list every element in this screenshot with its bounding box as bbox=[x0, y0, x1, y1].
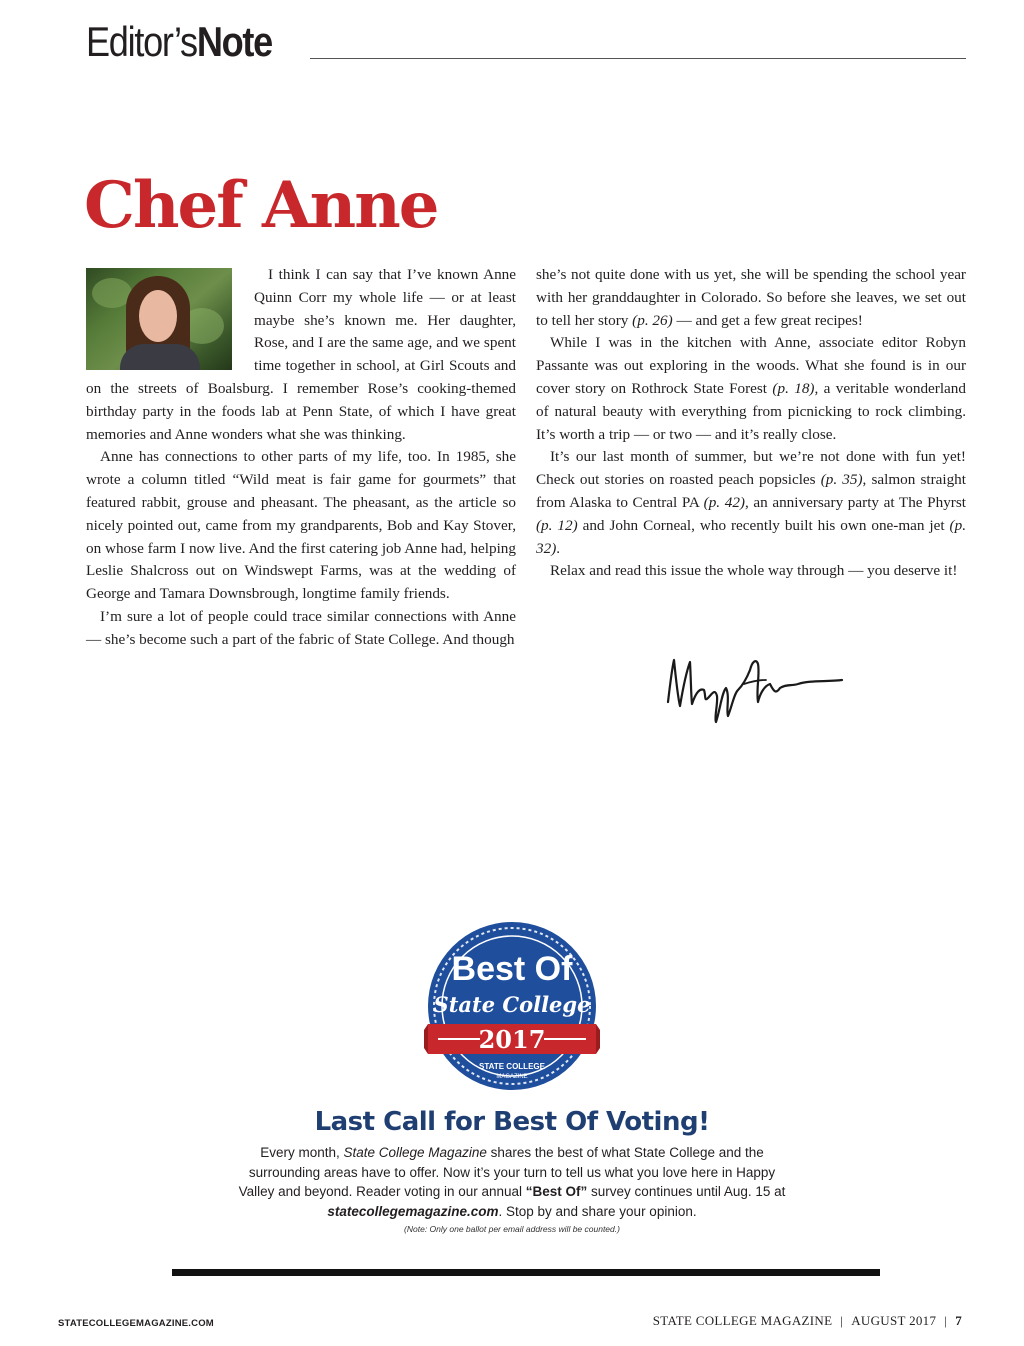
page-reference: (p. 12) bbox=[536, 516, 578, 534]
section-label-light: Editor’s bbox=[86, 18, 197, 65]
best-of-badge bbox=[424, 918, 600, 1094]
paragraph: I think I can say that I’ve known Anne Quinn Corr my whole life — or at least maybe she’s known me. Her daughter, Rose, and I are the same age, and we spent time together in school, at Girl Scouts and on the streets of Boalsburg. I remember Rose’s cooking-themed birthday party in the foods lab at Penn State, of which I have great memories and Anne wonders what she was thinking. bbox=[86, 266, 516, 443]
header-rule bbox=[310, 58, 966, 59]
page-number: 7 bbox=[955, 1313, 962, 1328]
badge-year: 2017 bbox=[478, 1025, 546, 1054]
article-column-left bbox=[86, 264, 516, 652]
article-title: Chef Anne bbox=[84, 168, 438, 243]
footer-issue: AUGUST 2017 bbox=[851, 1313, 937, 1328]
page-reference: (p. 35) bbox=[820, 471, 863, 489]
footer-separator: | bbox=[944, 1313, 948, 1328]
page-reference: (p. 32) bbox=[536, 516, 966, 557]
promo-heading: Last Call for Best Of Voting! bbox=[314, 1107, 710, 1137]
footer-magazine: STATE COLLEGE MAGAZINE bbox=[652, 1313, 833, 1328]
footer-bar bbox=[172, 1269, 880, 1276]
article-column-right bbox=[536, 264, 966, 583]
website-link[interactable]: statecollegemagazine.com bbox=[327, 1203, 499, 1219]
editor-signature bbox=[660, 640, 850, 730]
author-photo bbox=[86, 268, 232, 370]
page-reference: (p. 42) bbox=[703, 493, 745, 511]
paragraph: she’s not quite done with us yet, she will be spending the school year with her granddaughter in Colorado. So before she leaves, we set out to tell her story (p. 26) — and get a few great recipes! bbox=[536, 266, 966, 329]
paragraph: Anne has connections to other parts of my life, too. In 1985, she wrote a column titled “Wild meat is fair game for gourmets” that featured rabbit, grouse and pheasant. The pheasant, as the article so nicely pointed out, came from my grandparents, Bob and Kay Stover, on whose farm I now live. And the first catering job Anne had, helping Leslie Shalcross out on Windswept Farms, was at the wedding of George and Tamara Downsbrough, longtime family friends. bbox=[86, 448, 516, 603]
paragraph: Relax and read this issue the whole way through — you deserve it! bbox=[550, 562, 958, 580]
footer-separator: | bbox=[840, 1313, 844, 1328]
promo-note: (Note: Only one ballot per email address will be counted.) bbox=[404, 1224, 620, 1234]
badge-small1: STATE COLLEGE bbox=[479, 1062, 545, 1071]
paragraph: It’s our last month of summer, but we’re not done with fun yet! Check out stories on roasted peach popsicles (p. 35), salmon straight from Alaska to Central PA (p. 42), an anniversary party at The Phyrst (p. 12) and John Corneal, who recently built his own one-man jet (p. 32). bbox=[536, 448, 966, 557]
badge-line1: Best Of bbox=[451, 950, 573, 988]
page-reference: (p. 18) bbox=[772, 379, 815, 397]
footer-website: STATECOLLEGEMAGAZINE.COM bbox=[58, 1318, 214, 1329]
badge-line2: State College bbox=[433, 992, 591, 1017]
section-label-bold: Note bbox=[196, 18, 272, 65]
magazine-name: State College Magazine bbox=[343, 1145, 487, 1160]
section-header bbox=[86, 18, 272, 66]
badge-small2: MAGAZINE bbox=[496, 1074, 528, 1080]
footer-folio bbox=[653, 1313, 962, 1329]
paragraph: While I was in the kitchen with Anne, associate editor Robyn Passante was out exploring in the woods. What she found is in our cover story on Rothrock State Forest (p. 18), a veritable wonderland of natural beauty with everything from picnicking to rock climbing. It’s worth a trip — or two — and it’s really close. bbox=[536, 334, 966, 443]
survey-name: “Best Of” bbox=[525, 1184, 588, 1199]
promo-body: Every month, State College Magazine shares the best of what State College and the surrounding areas have to offer. Now it’s your turn to tell us what you love here in Happy Valley and beyond. Reader voting in our annual “Best Of” survey continues until Aug. 15 at statecollegemagazine.com. Stop by and share your opinion. bbox=[238, 1145, 786, 1219]
page-reference: (p. 26) bbox=[632, 311, 673, 329]
paragraph: I’m sure a lot of people could trace similar connections with Anne — she’s become such a part of the fabric of State College. And though bbox=[86, 607, 516, 648]
